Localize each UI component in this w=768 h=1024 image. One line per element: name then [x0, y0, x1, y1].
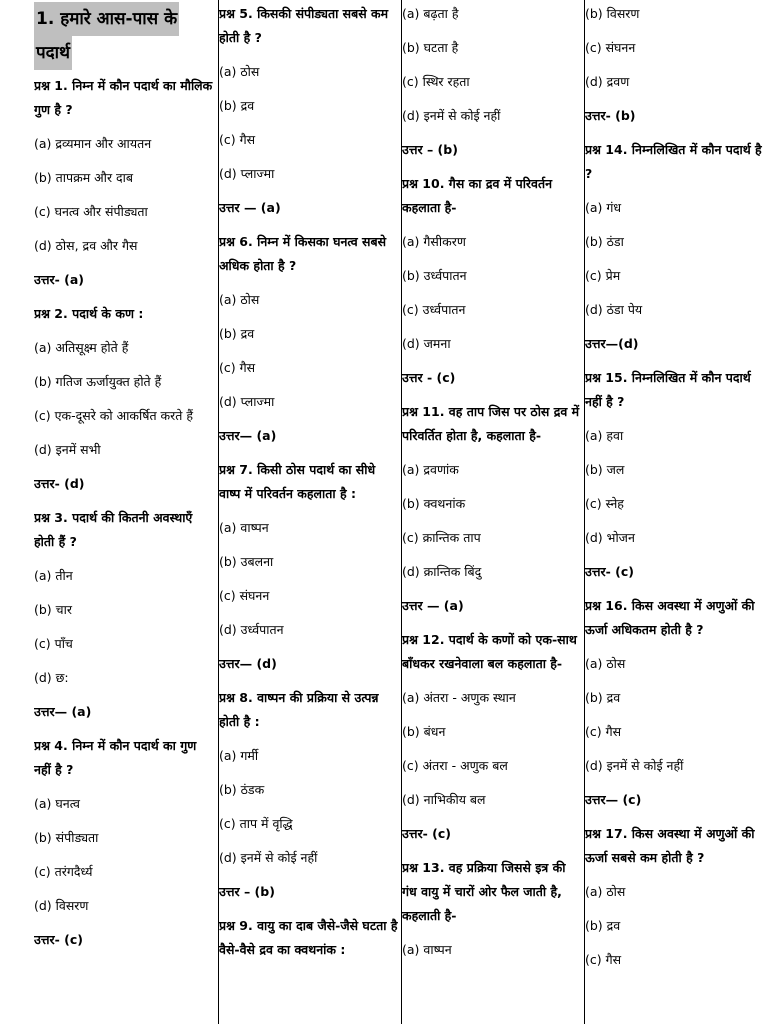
question-text: प्रश्न 10. गैस का द्रव में परिवर्तन कहलाता है- — [402, 176, 553, 215]
option-text: (b) चार — [34, 602, 72, 617]
option-text: (d) ठोस, द्रव और गैस — [34, 238, 138, 253]
option-text: (b) तापक्रम और दाब — [34, 170, 134, 185]
answer-text: उत्तर— (d) — [219, 656, 277, 671]
column-3 — [402, 0, 582, 1024]
option-text: (c) क्रान्तिक ताप — [402, 530, 481, 545]
chapter-heading-line-1: 1. हमारे आस-पास के — [34, 2, 179, 36]
answer-text: उत्तर- (a) — [34, 272, 85, 287]
option-text: (d) प्लाज्मा — [219, 166, 275, 181]
question-text: प्रश्न 14. निम्नलिखित में कौन पदार्थ है ? — [585, 142, 762, 181]
option-text: (d) ठंडा पेय — [585, 302, 643, 317]
option-text: (a) गंध — [585, 200, 622, 215]
option-text: (a) अतिसूक्ष्म होते हैं — [34, 340, 129, 355]
option-text: (b) बंधन — [402, 724, 446, 739]
chapter-heading-line-2: पदार्थ — [34, 36, 72, 70]
option-text: (c) उर्ध्वपातन — [402, 302, 466, 317]
option-text: (a) ठोस — [219, 292, 260, 307]
answer-text: उत्तर- (c) — [402, 826, 451, 841]
option-text: (c) गैस — [219, 132, 256, 147]
column-1-body — [34, 74, 216, 952]
option-text: (a) घनत्व — [34, 796, 80, 811]
column-2-body — [219, 2, 399, 962]
option-text: (a) गर्मी — [219, 748, 259, 763]
answer-text: उत्तर — (a) — [402, 598, 464, 613]
option-text: (b) क्वथनांक — [402, 496, 466, 511]
question-text: प्रश्न 4. निम्न में कौन पदार्थ का गुण नहीं है ? — [34, 738, 197, 777]
answer-text: उत्तर— (c) — [585, 792, 642, 807]
option-text: (b) गतिज ऊर्जायुक्त होते हैं — [34, 374, 162, 389]
option-text: (d) छ: — [34, 670, 69, 685]
option-text: (d) जमना — [402, 336, 451, 351]
option-text: (d) नाभिकीय बल — [402, 792, 486, 807]
answer-text: उत्तर - (c) — [402, 370, 456, 385]
answer-text: उत्तर— (a) — [219, 428, 277, 443]
answer-text: उत्तर – (b) — [219, 884, 275, 899]
question-text: प्रश्न 2. पदार्थ के कण : — [34, 306, 144, 321]
option-text: (c) संघनन — [585, 40, 636, 55]
option-text: (d) इनमें सभी — [34, 442, 101, 457]
option-text: (a) ठोस — [585, 656, 626, 671]
option-text: (b) घटता है — [402, 40, 459, 55]
option-text: (d) विसरण — [34, 898, 89, 913]
answer-text: उत्तर— (a) — [34, 704, 92, 719]
question-text: प्रश्न 6. निम्न में किसका घनत्व सबसे अधिक होता है ? — [219, 234, 387, 273]
answer-text: उत्तर — (a) — [219, 200, 281, 215]
option-text: (d) भोजन — [585, 530, 635, 545]
question-text: प्रश्न 9. वायु का दाब जैसे-जैसे घटता है वैसे-वैसे द्रव का क्वथनांक : — [219, 918, 398, 957]
option-text: (d) इनमें से कोई नहीं — [402, 108, 501, 123]
answer-text: उत्तर- (b) — [585, 108, 636, 123]
option-text: (c) गैस — [585, 952, 622, 967]
option-text: (b) ठंडक — [219, 782, 265, 797]
answer-text: उत्तर- (d) — [34, 476, 85, 491]
column-3-body — [402, 2, 582, 962]
option-text: (c) प्रेम — [585, 268, 621, 283]
question-text: प्रश्न 11. वह ताप जिस पर ठोस द्रव में परिवर्तित होता है, कहलाता है- — [402, 404, 580, 443]
option-text: (a) हवा — [585, 428, 624, 443]
option-text: (a) ठोस — [219, 64, 260, 79]
option-text: (d) द्रवण — [585, 74, 630, 89]
chapter-heading — [34, 2, 216, 70]
answer-text: उत्तर- (c) — [585, 564, 634, 579]
option-text: (b) जल — [585, 462, 625, 477]
option-text: (c) घनत्व और संपीड्यता — [34, 204, 148, 219]
option-text: (c) एक-दूसरे को आकर्षित करते हैं — [34, 408, 193, 423]
option-text: (b) ठंडा — [585, 234, 624, 249]
option-text: (a) द्रवणांक — [402, 462, 459, 477]
option-text: (a) ठोस — [585, 884, 626, 899]
option-text: (c) गैस — [219, 360, 256, 375]
option-text: (d) इनमें से कोई नहीं — [219, 850, 318, 865]
option-text: (c) स्थिर रहता — [402, 74, 470, 89]
question-text: प्रश्न 7. किसी ठोस पदार्थ का सीधे वाष्प में परिवर्तन कहलाता है : — [219, 462, 376, 501]
option-text: (c) गैस — [585, 724, 622, 739]
answer-text: उत्तर—(d) — [585, 336, 639, 351]
option-text: (c) संघनन — [219, 588, 270, 603]
option-text: (b) संपीड्यता — [34, 830, 99, 845]
question-text: प्रश्न 17. किस अवस्था में अणुओं की ऊर्जा सबसे कम होती है ? — [585, 826, 755, 865]
question-text: प्रश्न 12. पदार्थ के कणों को एक-साथ बाँधकर रखनेवाला बल कहलाता है- — [402, 632, 577, 671]
option-text: (a) गैसीकरण — [402, 234, 466, 249]
question-text: प्रश्न 5. किसकी संपीड्यता सबसे कम होती है ? — [219, 6, 389, 45]
question-text: प्रश्न 3. पदार्थ की कितनी अवस्थाएँ होती हैं ? — [34, 510, 193, 549]
option-text: (b) उबलना — [219, 554, 274, 569]
option-text: (b) द्रव — [219, 326, 255, 341]
question-text: प्रश्न 16. किस अवस्था में अणुओं की ऊर्जा अधिकतम होती है ? — [585, 598, 755, 637]
answer-text: उत्तर – (b) — [402, 142, 458, 157]
option-text: (b) विसरण — [585, 6, 640, 21]
option-text: (c) पाँच — [34, 636, 73, 651]
question-text: प्रश्न 8. वाष्पन की प्रक्रिया से उत्पन्न होती है : — [219, 690, 379, 729]
option-text: (a) द्रव्यमान और आयतन — [34, 136, 152, 151]
option-text: (c) अंतरा - अणुक बल — [402, 758, 508, 773]
option-text: (b) द्रव — [585, 690, 621, 705]
option-text: (a) वाष्पन — [219, 520, 269, 535]
question-text: प्रश्न 13. वह प्रक्रिया जिससे इत्र की गंध वायु में चारों ओर फैल जाती है, कहलाती है- — [402, 860, 566, 923]
column-4 — [585, 0, 765, 1024]
option-text: (a) तीन — [34, 568, 73, 583]
option-text: (c) स्नेह — [585, 496, 624, 511]
option-text: (b) उर्ध्वपातन — [402, 268, 467, 283]
option-text: (c) तरंगदैर्ध्य — [34, 864, 93, 879]
option-text: (c) ताप में वृद्धि — [219, 816, 293, 831]
option-text: (b) द्रव — [219, 98, 255, 113]
option-text: (a) वाष्पन — [402, 942, 452, 957]
question-text: प्रश्न 1. निम्न में कौन पदार्थ का मौलिक गुण है ? — [34, 78, 213, 117]
option-text: (d) प्लाज्मा — [219, 394, 275, 409]
option-text: (d) क्रान्तिक बिंदु — [402, 564, 482, 579]
option-text: (a) बढ़ता है — [402, 6, 459, 21]
column-4-body — [585, 2, 765, 972]
question-text: प्रश्न 15. निम्नलिखित में कौन पदार्थ नहीं है ? — [585, 370, 751, 409]
column-2 — [219, 0, 399, 1024]
answer-text: उत्तर- (c) — [34, 932, 83, 947]
column-1 — [34, 0, 216, 1024]
option-text: (d) इनमें से कोई नहीं — [585, 758, 684, 773]
option-text: (b) द्रव — [585, 918, 621, 933]
option-text: (d) उर्ध्वपातन — [219, 622, 284, 637]
option-text: (a) अंतरा - अणुक स्थान — [402, 690, 516, 705]
